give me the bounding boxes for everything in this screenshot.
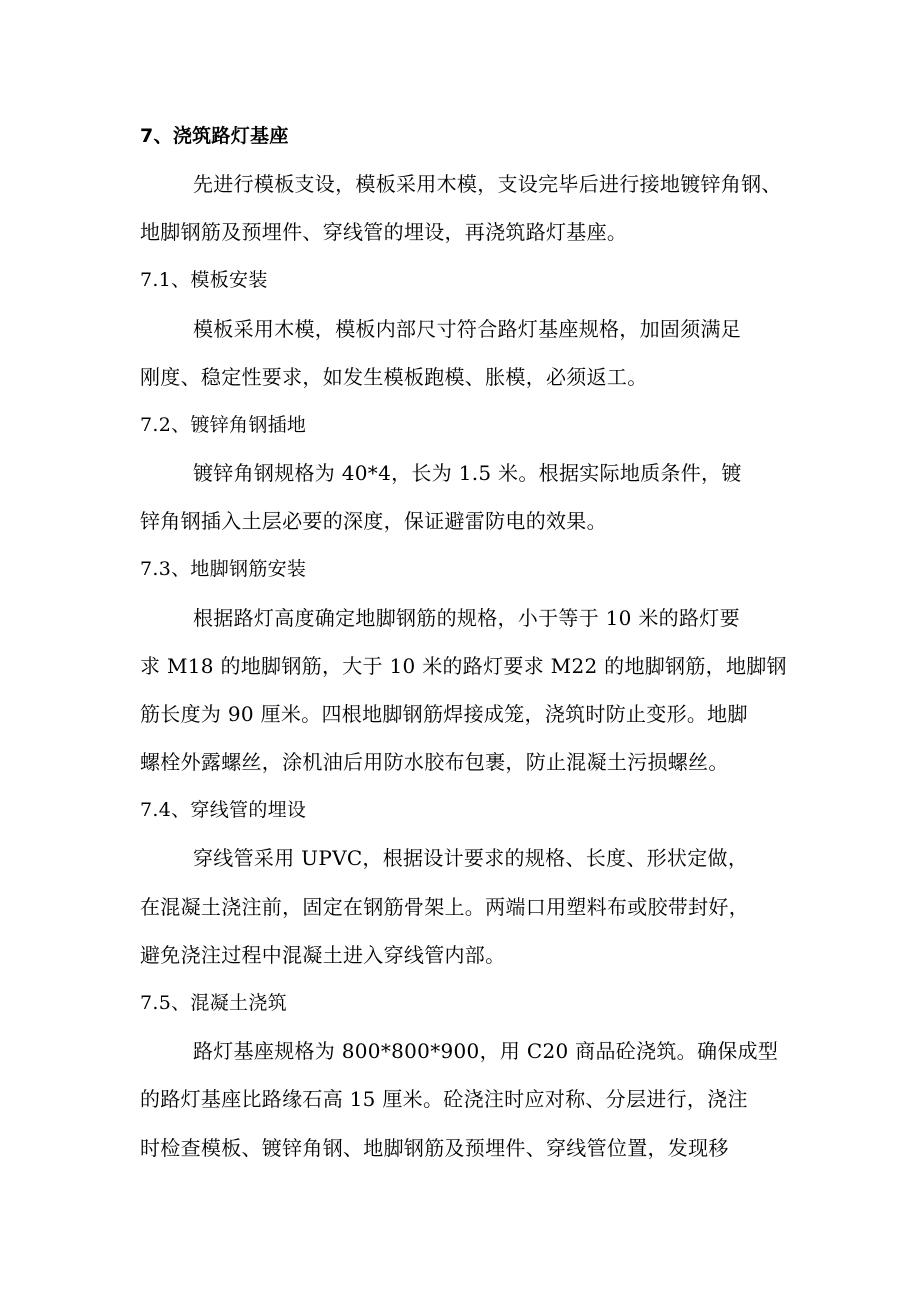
paragraph-line: 锌角钢插入土层必要的深度，保证避雷防电的效果。 <box>140 509 607 533</box>
paragraph-line: 的路灯基座比路缘石高 15 厘米。砼浇注时应对称、分层进行，浇注 <box>140 1087 748 1111</box>
intro-line-1: 先进行模板支设，模板采用木模，支设完毕后进行接地镀锌角钢、 <box>193 172 782 196</box>
heading-7-1: 7.1、模板安装 <box>140 269 268 291</box>
paragraph-line: 根据路灯高度确定地脚钢筋的规格，小于等于 10 米的路灯要 <box>193 606 740 630</box>
paragraph-line: 螺栓外露螺丝，涂机油后用防水胶布包裹，防止混凝土污损螺丝。 <box>140 750 729 774</box>
paragraph-line: 在混凝土浇注前，固定在钢筋骨架上。两端口用塑料布或胶带封好， <box>140 895 749 919</box>
paragraph-line: 刚度、稳定性要求，如发生模板跑模、胀模，必须返工。 <box>140 365 648 389</box>
heading-7-2: 7.2、镀锌角钢插地 <box>140 414 307 436</box>
heading-7-5: 7.5、混凝土浇筑 <box>140 992 287 1014</box>
heading-7-3: 7.3、地脚钢筋安装 <box>140 558 307 580</box>
paragraph-line: 模板采用木模，模板内部尺寸符合路灯基座规格，加固须满足 <box>193 317 742 341</box>
heading-7-4: 7.4、穿线管的埋设 <box>140 799 307 821</box>
paragraph-line: 筋长度为 90 厘米。四根地脚钢筋焊接成笼，浇筑时防止变形。地脚 <box>140 702 748 726</box>
paragraph-line: 时检查模板、镀锌角钢、地脚钢筋及预埋件、穿线管位置，发现移 <box>140 1136 729 1160</box>
paragraph-line: 求 M18 的地脚钢筋，大于 10 米的路灯要求 M22 的地脚钢筋，地脚钢 <box>140 654 787 678</box>
section-title: 7、浇筑路灯基座 <box>140 125 289 147</box>
paragraph-line: 避免浇注过程中混凝土进入穿线管内部。 <box>140 943 506 967</box>
intro-line-2: 地脚钢筋及预埋件、穿线管的埋设，再浇筑路灯基座。 <box>140 220 628 244</box>
paragraph-line: 路灯基座规格为 800*800*900，用 C20 商品砼浇筑。确保成型 <box>193 1039 779 1063</box>
paragraph-line: 镀锌角钢规格为 40*4，长为 1.5 米。根据实际地质条件，镀 <box>193 461 742 485</box>
paragraph-line: 穿线管采用 UPVC，根据设计要求的规格、长度、形状定做， <box>193 846 749 870</box>
